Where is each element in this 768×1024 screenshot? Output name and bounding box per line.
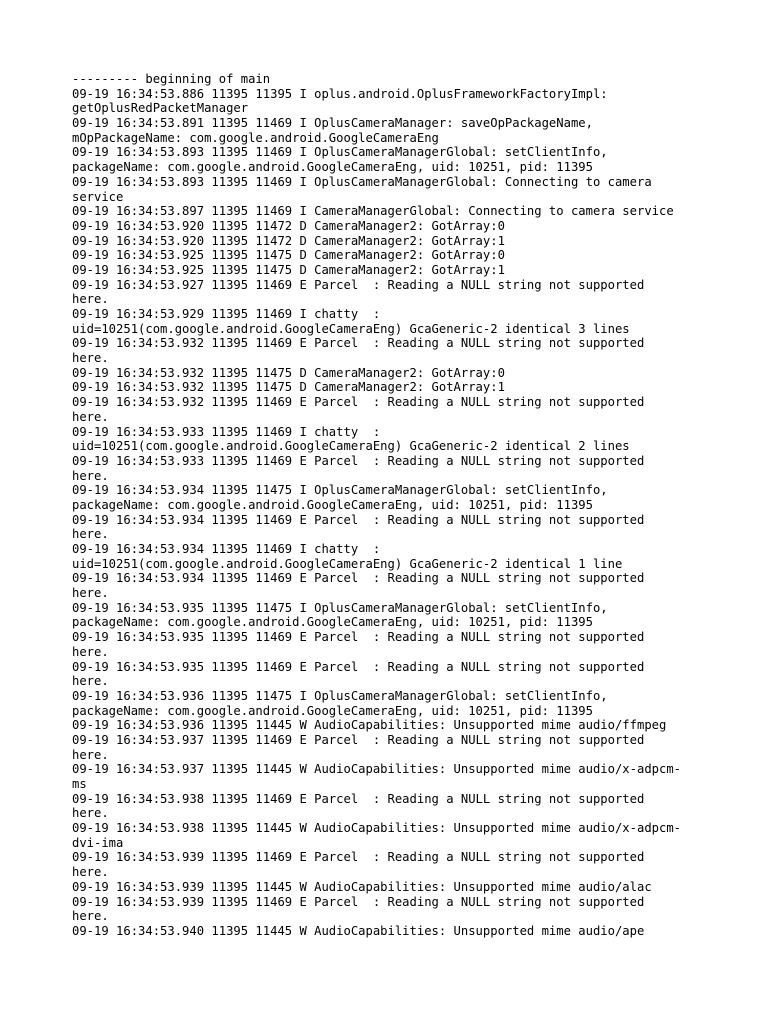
log-line: 09-19 16:34:53.934 11395 11469 E Parcel : Reading a NULL string not supported bbox=[72, 571, 645, 586]
log-line: 09-19 16:34:53.937 11395 11445 W AudioCapabilities: Unsupported mime audio/x-adpcm- bbox=[72, 762, 682, 777]
log-line: here. bbox=[72, 468, 109, 483]
log-line: 09-19 16:34:53.934 11395 11469 E Parcel : Reading a NULL string not supported bbox=[72, 512, 645, 527]
log-line: getOplusRedPacketManager bbox=[72, 101, 249, 116]
log-line: 09-19 16:34:53.938 11395 11469 E Parcel : Reading a NULL string not supported bbox=[72, 791, 645, 806]
log-line: 09-19 16:34:53.936 11395 11445 W AudioCapabilities: Unsupported mime audio/ffmpeg bbox=[72, 718, 667, 733]
log-line: uid=10251(com.google.android.GoogleCameraEng) GcaGeneric-2 identical 2 lines bbox=[72, 439, 630, 454]
log-line: 09-19 16:34:53.932 11395 11469 E Parcel : Reading a NULL string not supported bbox=[72, 395, 645, 410]
log-line: 09-19 16:34:53.920 11395 11472 D CameraManager2: GotArray:0 bbox=[72, 218, 505, 233]
log-line: service bbox=[72, 189, 124, 204]
log-line: dvi-ima bbox=[72, 835, 124, 850]
log-line: 09-19 16:34:53.893 11395 11469 I OplusCameraManagerGlobal: Connecting to camera bbox=[72, 174, 652, 189]
log-line: 09-19 16:34:53.934 11395 11469 I chatty : bbox=[72, 542, 381, 556]
log-document bbox=[72, 72, 732, 939]
log-line: 09-19 16:34:53.932 11395 11475 D CameraManager2: GotArray:0 bbox=[72, 365, 505, 380]
log-line: here. bbox=[72, 586, 109, 601]
log-line: 09-19 16:34:53.933 11395 11469 E Parcel : Reading a NULL string not supported bbox=[72, 453, 645, 468]
log-line: 09-19 16:34:53.934 11395 11475 I OplusCameraManagerGlobal: setClientInfo, bbox=[72, 483, 608, 498]
log-line: 09-19 16:34:53.935 11395 11469 E Parcel : Reading a NULL string not supported bbox=[72, 630, 645, 645]
log-line: uid=10251(com.google.android.GoogleCameraEng) GcaGeneric-2 identical 3 lines bbox=[72, 321, 630, 336]
log-line: 09-19 16:34:53.933 11395 11469 I chatty : bbox=[72, 424, 381, 439]
log-line: packageName: com.google.android.GoogleCameraEng, uid: 10251, pid: 11395 bbox=[72, 160, 593, 175]
log-line: here. bbox=[72, 674, 109, 689]
log-line: 09-19 16:34:53.937 11395 11469 E Parcel : Reading a NULL string not supported bbox=[72, 732, 645, 747]
log-line: 09-19 16:34:53.932 11395 11475 D CameraManager2: GotArray:1 bbox=[72, 380, 505, 395]
log-line: here. bbox=[72, 747, 109, 762]
log-line: here. bbox=[72, 292, 109, 307]
log-line: 09-19 16:34:53.920 11395 11472 D CameraManager2: GotArray:1 bbox=[72, 233, 505, 248]
log-line: 09-19 16:34:53.938 11395 11445 W AudioCapabilities: Unsupported mime audio/x-adpcm- bbox=[72, 821, 682, 836]
log-line: here. bbox=[72, 644, 109, 659]
log-line: here. bbox=[72, 865, 109, 880]
log-line: ms bbox=[72, 777, 87, 791]
log-line: 09-19 16:34:53.935 11395 11475 I OplusCameraManagerGlobal: setClientInfo, bbox=[72, 600, 608, 615]
log-line: 09-19 16:34:53.929 11395 11469 I chatty : bbox=[72, 307, 381, 321]
log-line: 09-19 16:34:53.939 11395 11445 W AudioCapabilities: Unsupported mime audio/alac bbox=[72, 879, 652, 894]
log-line: --------- beginning of main bbox=[72, 72, 271, 86]
log-line: 09-19 16:34:53.936 11395 11475 I OplusCameraManagerGlobal: setClientInfo, bbox=[72, 688, 608, 703]
log-line: 09-19 16:34:53.939 11395 11469 E Parcel : Reading a NULL string not supported bbox=[72, 850, 645, 865]
log-line: 09-19 16:34:53.893 11395 11469 I OplusCameraManagerGlobal: setClientInfo, bbox=[72, 145, 608, 160]
log-line: 09-19 16:34:53.927 11395 11469 E Parcel : Reading a NULL string not supported bbox=[72, 277, 645, 292]
log-line: packageName: com.google.android.GoogleCameraEng, uid: 10251, pid: 11395 bbox=[72, 615, 593, 630]
log-line: packageName: com.google.android.GoogleCameraEng, uid: 10251, pid: 11395 bbox=[72, 703, 593, 718]
log-line: here. bbox=[72, 527, 109, 542]
log-line: here. bbox=[72, 351, 109, 366]
log-line: 09-19 16:34:53.935 11395 11469 E Parcel : Reading a NULL string not supported bbox=[72, 659, 645, 674]
log-line: here. bbox=[72, 806, 109, 821]
log-line: 09-19 16:34:53.925 11395 11475 D CameraManager2: GotArray:1 bbox=[72, 262, 505, 277]
log-line: 09-19 16:34:53.891 11395 11469 I OplusCameraManager: saveOpPackageName, bbox=[72, 116, 593, 131]
log-line: 09-19 16:34:53.932 11395 11469 E Parcel : Reading a NULL string not supported bbox=[72, 336, 645, 351]
log-line: 09-19 16:34:53.897 11395 11469 I CameraManagerGlobal: Connecting to camera service bbox=[72, 204, 674, 219]
log-line: 09-19 16:34:53.886 11395 11395 I oplus.android.OplusFrameworkFactoryImpl: bbox=[72, 86, 608, 101]
log-line: uid=10251(com.google.android.GoogleCameraEng) GcaGeneric-2 identical 1 line bbox=[72, 556, 623, 571]
log-line: mOpPackageName: com.google.android.GoogleCameraEng bbox=[72, 130, 439, 145]
log-line: 09-19 16:34:53.925 11395 11475 D CameraManager2: GotArray:0 bbox=[72, 248, 505, 263]
log-line: 09-19 16:34:53.939 11395 11469 E Parcel : Reading a NULL string not supported bbox=[72, 894, 645, 909]
log-line: here. bbox=[72, 909, 109, 924]
log-line: here. bbox=[72, 409, 109, 424]
log-line: packageName: com.google.android.GoogleCameraEng, uid: 10251, pid: 11395 bbox=[72, 497, 593, 512]
log-line: 09-19 16:34:53.940 11395 11445 W AudioCapabilities: Unsupported mime audio/ape bbox=[72, 923, 645, 938]
